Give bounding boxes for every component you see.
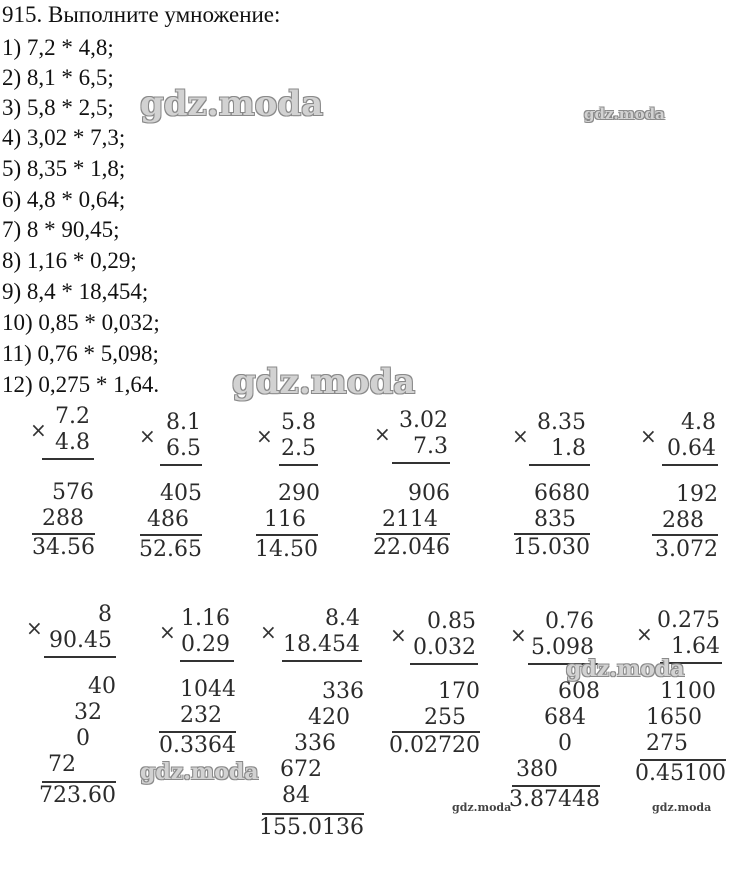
product-result: 723.60 [39, 783, 116, 808]
underline [44, 656, 116, 658]
partial-product: 72 [48, 752, 76, 777]
multiplicand: 0.275 [657, 608, 720, 633]
partial-product: 1044 [180, 677, 236, 702]
multiplicand: 3.02 [399, 408, 448, 433]
times-sign: × [26, 616, 43, 640]
product-result: 34.56 [32, 535, 95, 560]
multiplier: 90.45 [49, 628, 112, 653]
task-title: 915. Выполните умножение: [2, 2, 281, 27]
multiplier: 0.64 [667, 436, 716, 461]
underline [410, 663, 478, 665]
underline [662, 464, 718, 466]
multiplicand: 4.8 [681, 410, 716, 435]
product-result: 15.030 [513, 535, 590, 560]
times-sign: × [30, 418, 47, 442]
multiplier: 7.3 [413, 434, 448, 459]
partial-product: 835 [534, 507, 576, 532]
partial-product: 0 [558, 731, 572, 756]
multiplier: 0.032 [413, 635, 476, 660]
times-sign: × [374, 422, 391, 446]
partial-product: 288 [42, 506, 84, 531]
partial-product: 40 [88, 674, 116, 699]
problem-7: 7) 8 * 90,45; [2, 217, 120, 242]
multiplier: 4.8 [55, 430, 90, 455]
partial-product: 2114 [382, 507, 438, 532]
product-result: 0.3364 [159, 733, 236, 758]
problem-2: 2) 8,1 * 6,5; [2, 65, 114, 90]
multiplier: 18.454 [283, 632, 360, 657]
multiplicand: 8.1 [166, 410, 201, 435]
multiplicand: 1.16 [181, 606, 230, 631]
multiplicand: 0.85 [427, 609, 476, 634]
partial-product: 486 [147, 507, 189, 532]
partial-product: 232 [180, 703, 222, 728]
partial-product: 672 [280, 757, 322, 782]
watermark: gdz.moda [566, 656, 685, 682]
partial-product: 6680 [534, 481, 590, 506]
times-sign: × [260, 620, 277, 644]
multiplicand: 8.35 [537, 410, 586, 435]
partial-product: 1650 [646, 705, 702, 730]
problem-6: 6) 4,8 * 0,64; [2, 187, 126, 212]
product-result: 155.0136 [259, 815, 364, 840]
watermark: gdz.moda [232, 362, 416, 402]
multiplicand: 5.8 [281, 410, 316, 435]
underline [279, 464, 318, 466]
times-sign: × [256, 424, 273, 448]
watermark: gdz.moda [652, 801, 712, 814]
watermark: gdz.moda [140, 759, 259, 785]
problem-12: 12) 0,275 * 1,64. [2, 372, 160, 397]
times-sign: × [159, 620, 176, 644]
product-result: 52.65 [139, 537, 202, 562]
multiplier: 0.29 [181, 632, 230, 657]
watermark: gdz.moda [452, 801, 512, 814]
partial-product: 684 [544, 705, 586, 730]
underline [160, 464, 202, 466]
multiplier: 2.5 [281, 436, 316, 461]
times-sign: × [640, 424, 657, 448]
partial-product: 336 [294, 731, 336, 756]
partial-product: 275 [646, 731, 688, 756]
partial-product: 405 [160, 481, 202, 506]
times-sign: × [512, 424, 529, 448]
product-result: 3.87448 [509, 787, 600, 812]
partial-product: 420 [308, 705, 350, 730]
partial-product: 0 [76, 726, 90, 751]
problem-1: 1) 7,2 * 4,8; [2, 35, 114, 60]
multiplicand: 0.76 [545, 609, 594, 634]
partial-product: 255 [424, 705, 466, 730]
partial-product: 170 [438, 679, 480, 704]
partial-product: 116 [264, 507, 306, 532]
sum-line [652, 534, 718, 536]
underline [42, 458, 94, 460]
multiplier: 6.5 [166, 436, 201, 461]
partial-product: 84 [282, 783, 310, 808]
partial-product: 608 [558, 679, 600, 704]
problem-4: 4) 3,02 * 7,3; [2, 125, 126, 150]
product-result: 14.50 [255, 537, 318, 562]
times-sign: × [139, 424, 156, 448]
problem-9: 9) 8,4 * 18,454; [2, 279, 149, 304]
partial-product: 32 [74, 700, 102, 725]
partial-product: 906 [408, 481, 450, 506]
partial-product: 380 [516, 757, 558, 782]
multiplicand: 8 [98, 602, 112, 627]
multiplier: 1.64 [671, 634, 720, 659]
watermark: gdz.moda [140, 84, 324, 124]
sum-line [140, 534, 202, 536]
partial-product: 1100 [660, 679, 716, 704]
multiplier: 1.8 [551, 436, 586, 461]
problem-8: 8) 1,16 * 0,29; [2, 248, 137, 273]
partial-product: 192 [676, 482, 718, 507]
problem-5: 5) 8,35 * 1,8; [2, 156, 126, 181]
times-sign: × [636, 622, 653, 646]
sum-line [256, 534, 318, 536]
product-result: 0.02720 [389, 733, 480, 758]
times-sign: × [390, 623, 407, 647]
multiplicand: 7.2 [55, 404, 90, 429]
underline [282, 660, 362, 662]
product-result: 3.072 [655, 537, 718, 562]
multiplier: 5.098 [531, 635, 594, 660]
problem-10: 10) 0,85 * 0,032; [2, 310, 160, 335]
partial-product: 336 [322, 679, 364, 704]
underline [392, 462, 450, 464]
underline [180, 660, 234, 662]
multiplicand: 8.4 [325, 606, 360, 631]
partial-product: 576 [52, 480, 94, 505]
times-sign: × [510, 623, 527, 647]
problem-11: 11) 0,76 * 5,098; [2, 341, 159, 366]
problem-3: 3) 5,8 * 2,5; [2, 95, 114, 120]
underline [529, 464, 590, 466]
watermark: gdz.moda [584, 105, 665, 123]
partial-product: 288 [662, 508, 704, 533]
product-result: 0.45100 [635, 761, 726, 786]
partial-product: 290 [278, 481, 320, 506]
product-result: 22.046 [373, 535, 450, 560]
